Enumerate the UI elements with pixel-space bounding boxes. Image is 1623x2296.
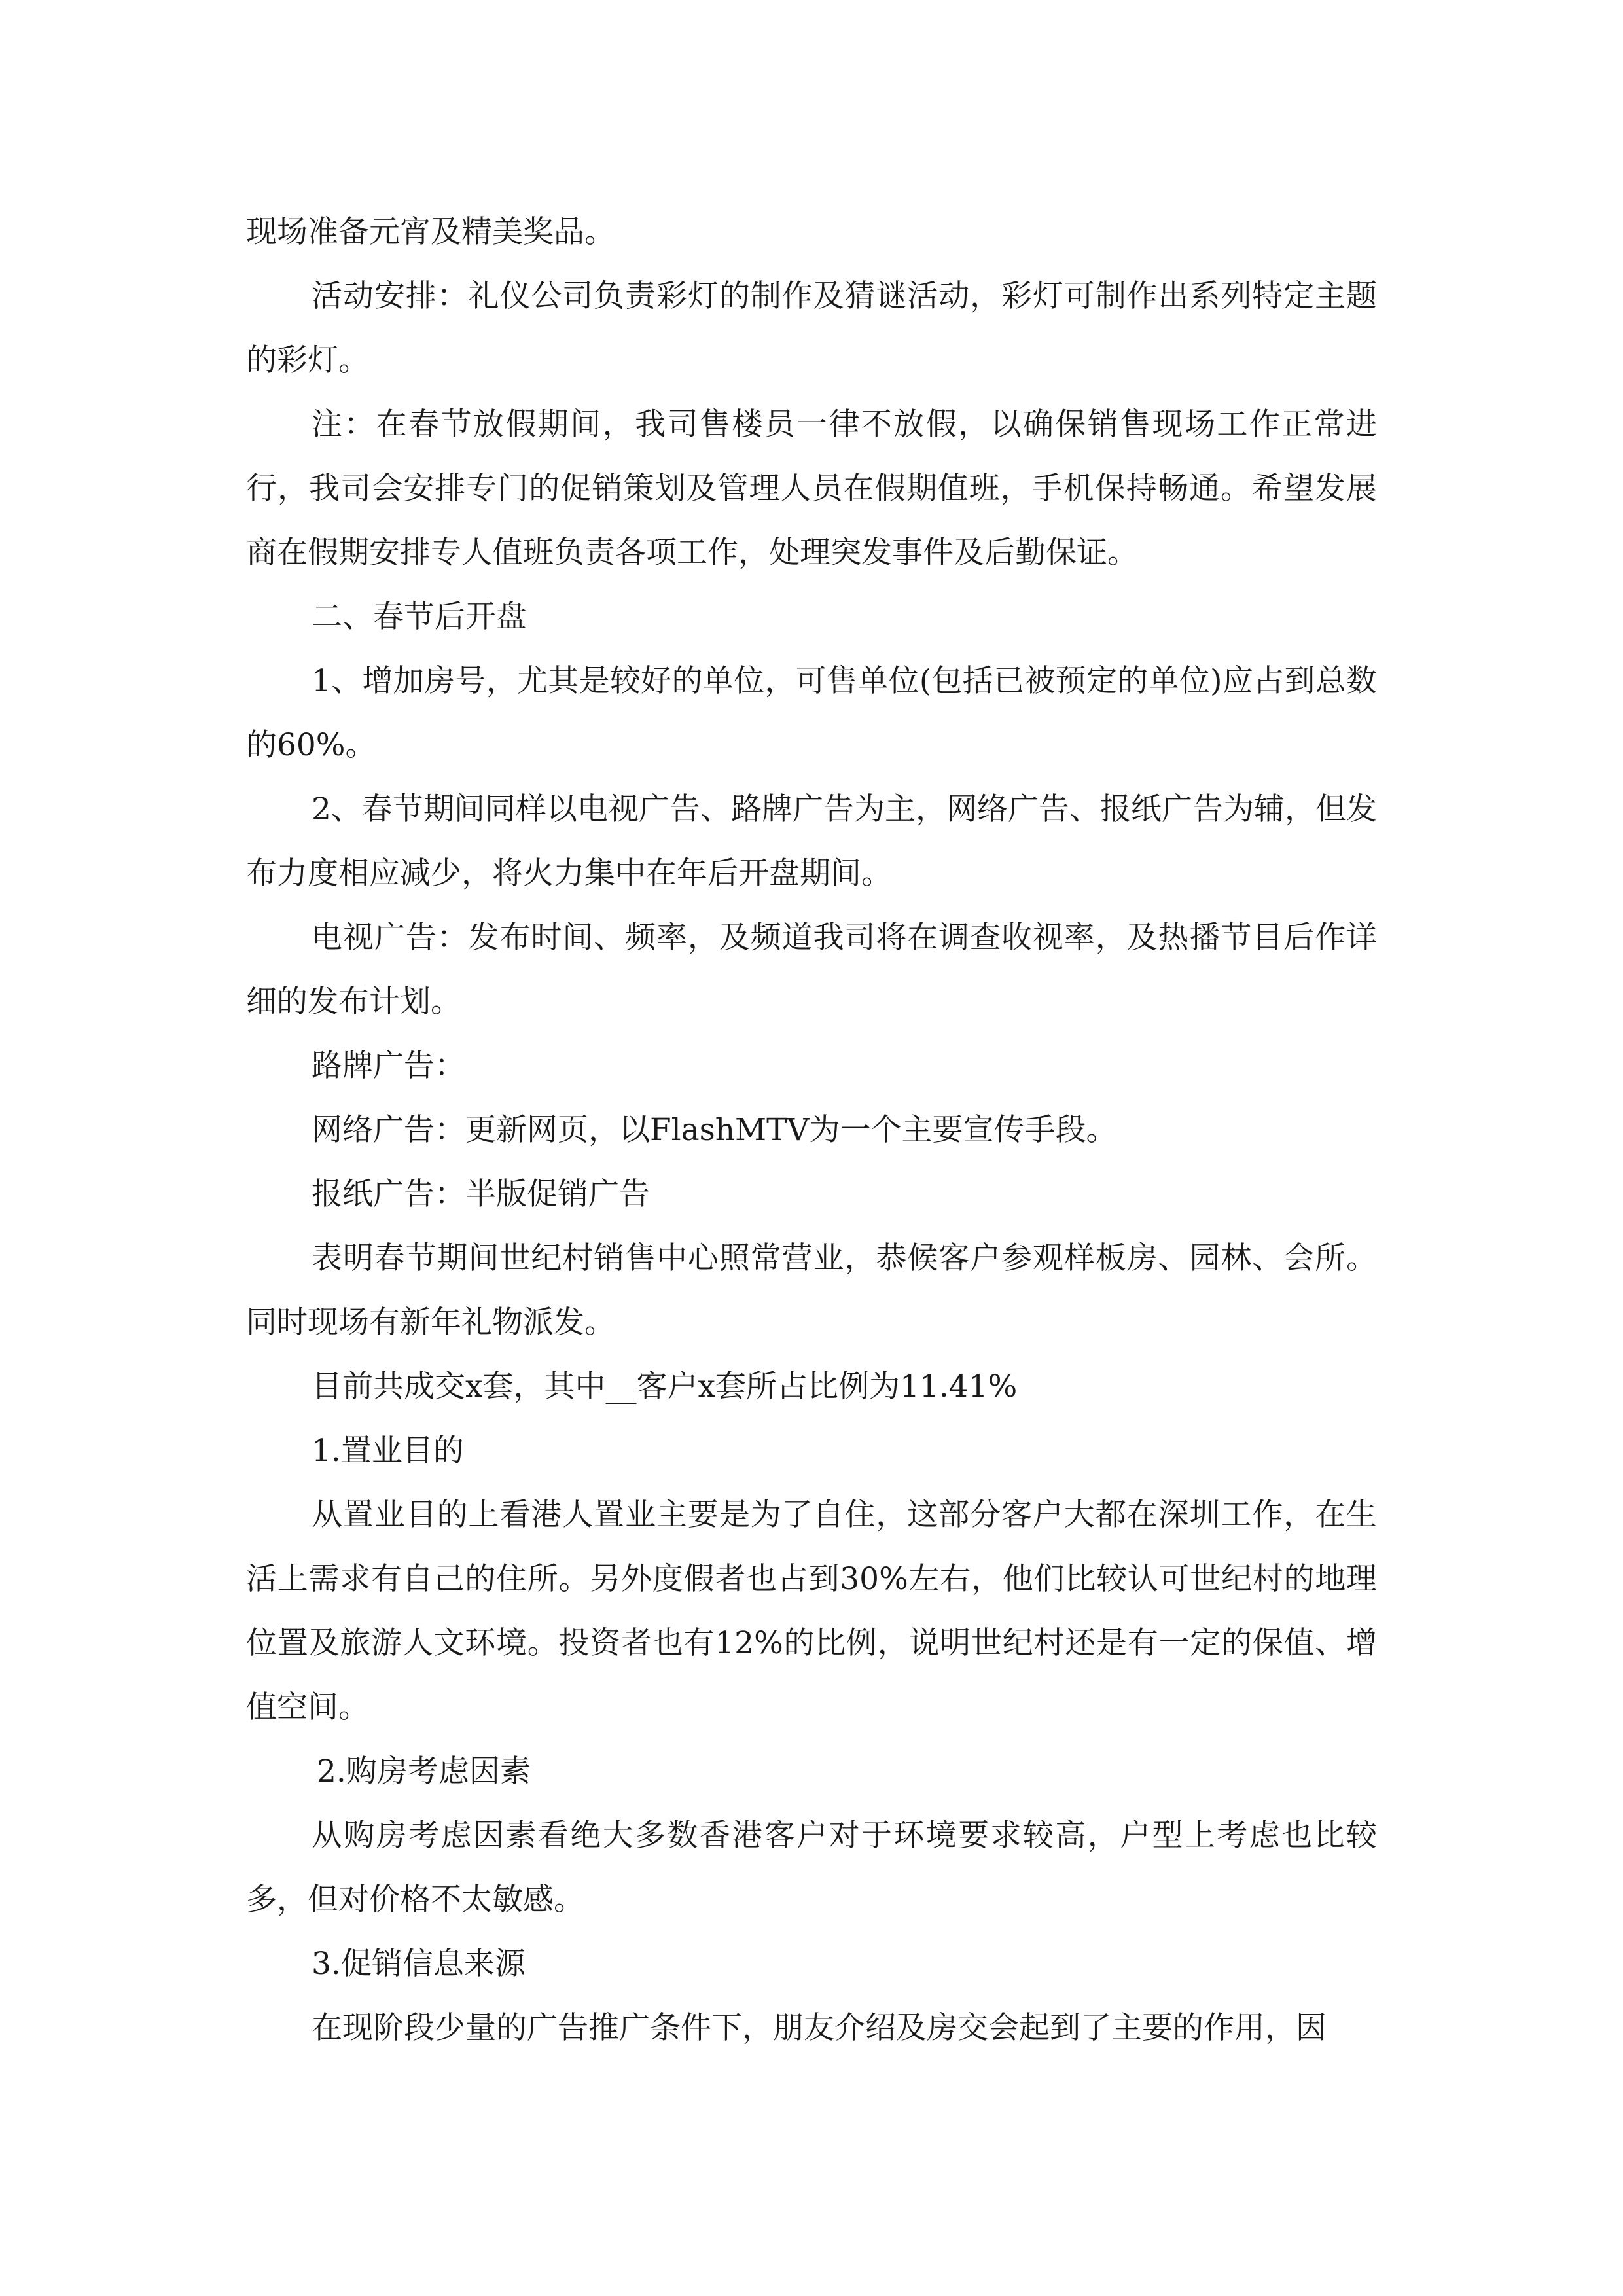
- paragraph-item-1: 1、增加房号，尤其是较好的单位，可售单位(包括已被预定的单位)应占到总数的60%。: [246, 663, 1377, 763]
- paragraph-tv-ads: 电视广告：发布时间、频率，及频道我司将在调查收视率，及热播节目后作详细的发布计划。: [246, 920, 1377, 1020]
- paragraph-purchase-purpose: 从置业目的上看港人置业主要是为了自住，这部分客户大都在深圳工作，在生活上需求有自己的住所。另外度假者也占到30%左右，他们比较认可世纪村的地理位置及旅游人文环境。投资者也有12%的比例，说明世纪村还是有一定的保值、增值空间。: [246, 1497, 1377, 1725]
- paragraph-open-during-festival: 表明春节期间世纪村销售中心照常营业，恭候客户参观样板房、园林、会所。同时现场有新年礼物派发。: [246, 1240, 1377, 1340]
- paragraph-purchase-factors: 从购房考虑因素看绝大多数香港客户对于环境要求较高，户型上考虑也比较多，但对价格不太敏感。: [246, 1818, 1377, 1918]
- paragraph-promo-info-source: 在现阶段少量的广告推广条件下，朋友介绍及房交会起到了主要的作用，因: [312, 2010, 1327, 2046]
- paragraph-newspaper-ads: 报纸广告：半版促销广告: [312, 1176, 650, 1212]
- paragraph-deals-summary: 目前共成交x套，其中__客户x套所占比例为11.41%: [312, 1369, 1018, 1405]
- subheading-purchase-purpose: 1.置业目的: [312, 1433, 464, 1469]
- paragraph-billboard-ads: 路牌广告：: [312, 1048, 465, 1084]
- paragraph-web-ads: 网络广告：更新网页，以FlashMTV为一个主要宣传手段。: [312, 1112, 1117, 1148]
- paragraph-holiday-note: 注：在春节放假期间，我司售楼员一律不放假，以确保销售现场工作正常进行，我司会安排专门的促销策划及管理人员在假期值班，手机保持畅通。希望发展商在假期安排专人值班负责各项工作，处理突发事件及后勤保证。: [246, 406, 1377, 571]
- subheading-purchase-factors: 2.购房考虑因素: [317, 1753, 531, 1789]
- document-body: [246, 200, 1377, 2060]
- paragraph-yuanxiao-prizes: 现场准备元宵及精美奖品。: [246, 214, 615, 250]
- section-heading-post-festival-opening: 二、春节后开盘: [312, 599, 527, 635]
- subheading-promo-info-source: 3.促销信息来源: [312, 1946, 526, 1982]
- paragraph-activity-arrangement: 活动安排：礼仪公司负责彩灯的制作及猜谜活动，彩灯可制作出系列特定主题的彩灯。: [246, 278, 1377, 378]
- paragraph-item-2: 2、春节期间同样以电视广告、路牌广告为主，网络广告、报纸广告为辅，但发布力度相应减少，将火力集中在年后开盘期间。: [246, 791, 1377, 891]
